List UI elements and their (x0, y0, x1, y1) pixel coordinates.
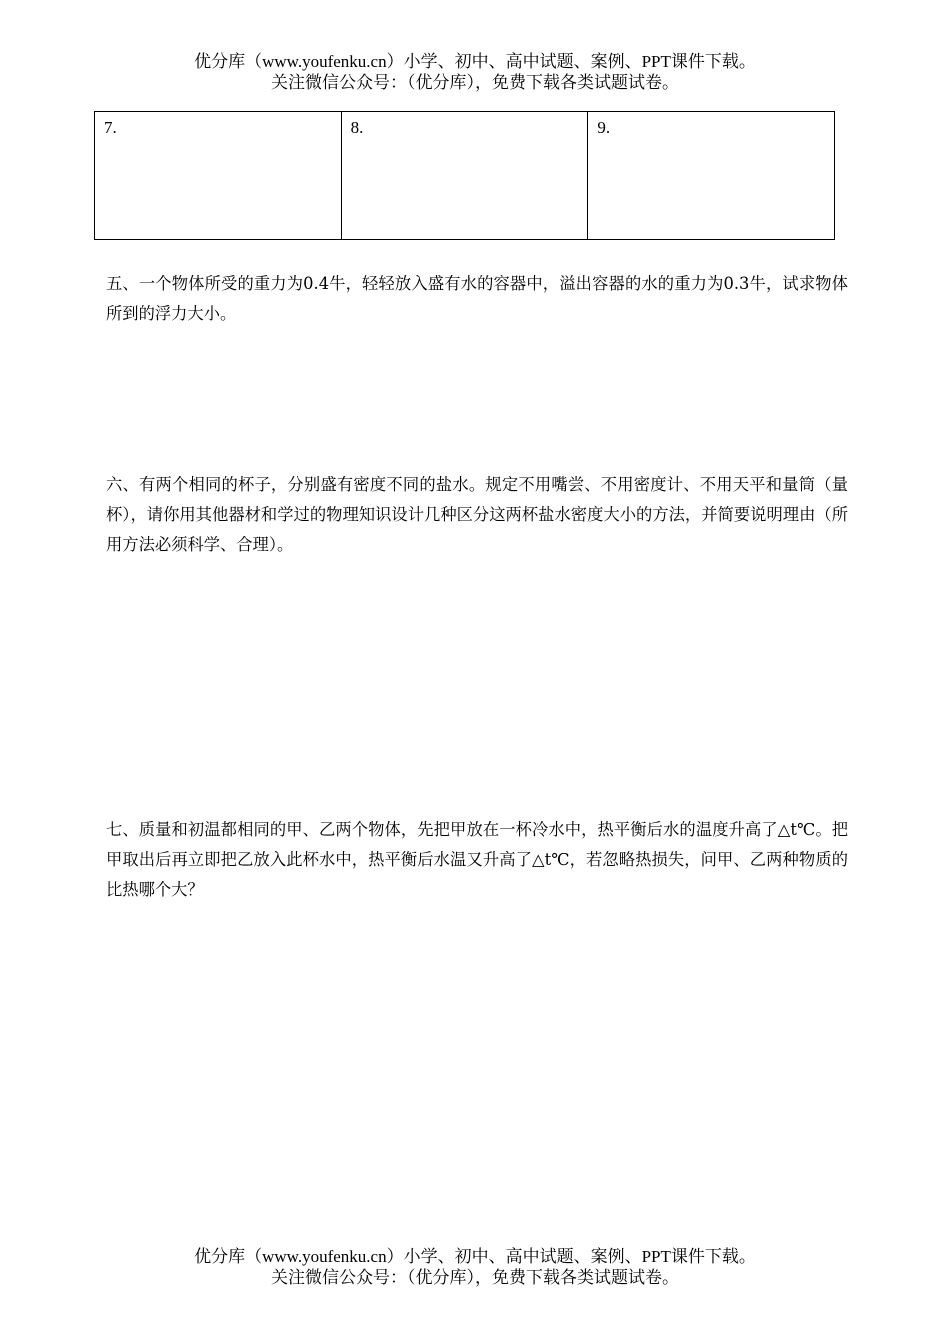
footer-line-1: 优分库（www.youfenku.cn）小学、初中、高中试题、案例、PPT课件下载。 (194, 1247, 756, 1266)
answer-cell-9: 9. (588, 112, 835, 240)
question-5: 五、一个物体所受的重力为0.4牛，轻轻放入盛有水的容器中，溢出容器的水的重力为0.3牛，试求物体所到的浮力大小。 (106, 274, 848, 323)
question-7: 七、质量和初温都相同的甲、乙两个物体，先把甲放在一杯冷水中，热平衡后水的温度升高了△t℃。把甲取出后再立即把乙放入此杯水中，热平衡后水温又升高了△t℃，若忽略热损失，问甲、乙两种物质的比热哪个大？ (106, 820, 848, 899)
footer-line-2: 关注微信公众号：（优分库），免费下载各类试题试卷。 (271, 1268, 679, 1287)
header-line-1: 优分库（www.youfenku.cn）小学、初中、高中试题、案例、PPT课件下载。 (194, 52, 756, 71)
question-6: 六、有两个相同的杯子，分别盛有密度不同的盐水。规定不用嘴尝、不用密度计、不用天平和量筒（量杯），请你用其他器材和学过的物理知识设计几种区分这两杯盐水密度大小的方法，并简要说明理由（所用方法必须科学、合理）。 (106, 475, 848, 554)
page-header (0, 51, 950, 93)
page-footer (0, 1246, 950, 1288)
table-row (95, 112, 835, 240)
answer-table (94, 111, 835, 240)
answer-cell-8: 8. (341, 112, 588, 240)
answer-cell-7: 7. (95, 112, 342, 240)
header-line-2: 关注微信公众号：（优分库），免费下载各类试题试卷。 (271, 73, 679, 92)
